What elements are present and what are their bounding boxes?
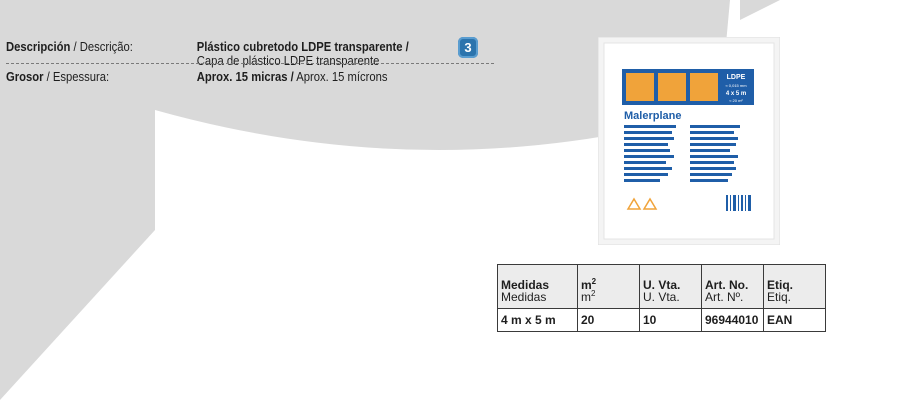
- description-value: Plástico cubretodo LDPE transparente / Capa de plástico LDPE transparente: [196, 40, 409, 68]
- cell-art-no: 96944010: [702, 309, 764, 332]
- header-cell-m2: $m^2$ $m^2$: [578, 265, 640, 309]
- header-cell-etiq: Etiq. Etiq.: [764, 265, 826, 309]
- item-number-badge: 3: [458, 37, 478, 58]
- header-cell-medidas: Medidas Medidas: [498, 265, 578, 309]
- table-header-row: [498, 265, 826, 309]
- left-gray-panel: [0, 0, 155, 400]
- spec-divider: [6, 63, 494, 64]
- cell-unidad-venta: 10: [640, 309, 702, 332]
- product-package-image: [598, 37, 780, 245]
- cell-medidas: 4 m x 5 m: [498, 309, 578, 332]
- svg-text:LDPE: LDPE: [726, 74, 746, 81]
- table-row: [498, 309, 826, 332]
- thickness-value: Aprox. 15 micras / Aprox. 15 mícrons: [196, 70, 388, 84]
- header-cell-unidad-venta: U. Vta. U. Vta.: [640, 265, 702, 309]
- cell-m2: 20: [578, 309, 640, 332]
- thickness-label: Grosor / Espessura:: [6, 70, 110, 84]
- header-cell-art-no: Art. No. Art. Nº.: [702, 265, 764, 309]
- description-label: Descripción / Descrição:: [6, 40, 133, 54]
- right-gray-arc: [740, 0, 780, 20]
- product-table: [497, 264, 826, 332]
- svg-text:4 x 5 m: 4 x 5 m: [725, 91, 747, 97]
- cell-etiq: EAN: [764, 309, 826, 332]
- svg-text:≈ 0,015 mm: ≈ 0,015 mm: [725, 83, 747, 88]
- product-title: Malerplane: [624, 110, 682, 122]
- svg-text:≈ 20 m²: ≈ 20 m²: [729, 98, 743, 103]
